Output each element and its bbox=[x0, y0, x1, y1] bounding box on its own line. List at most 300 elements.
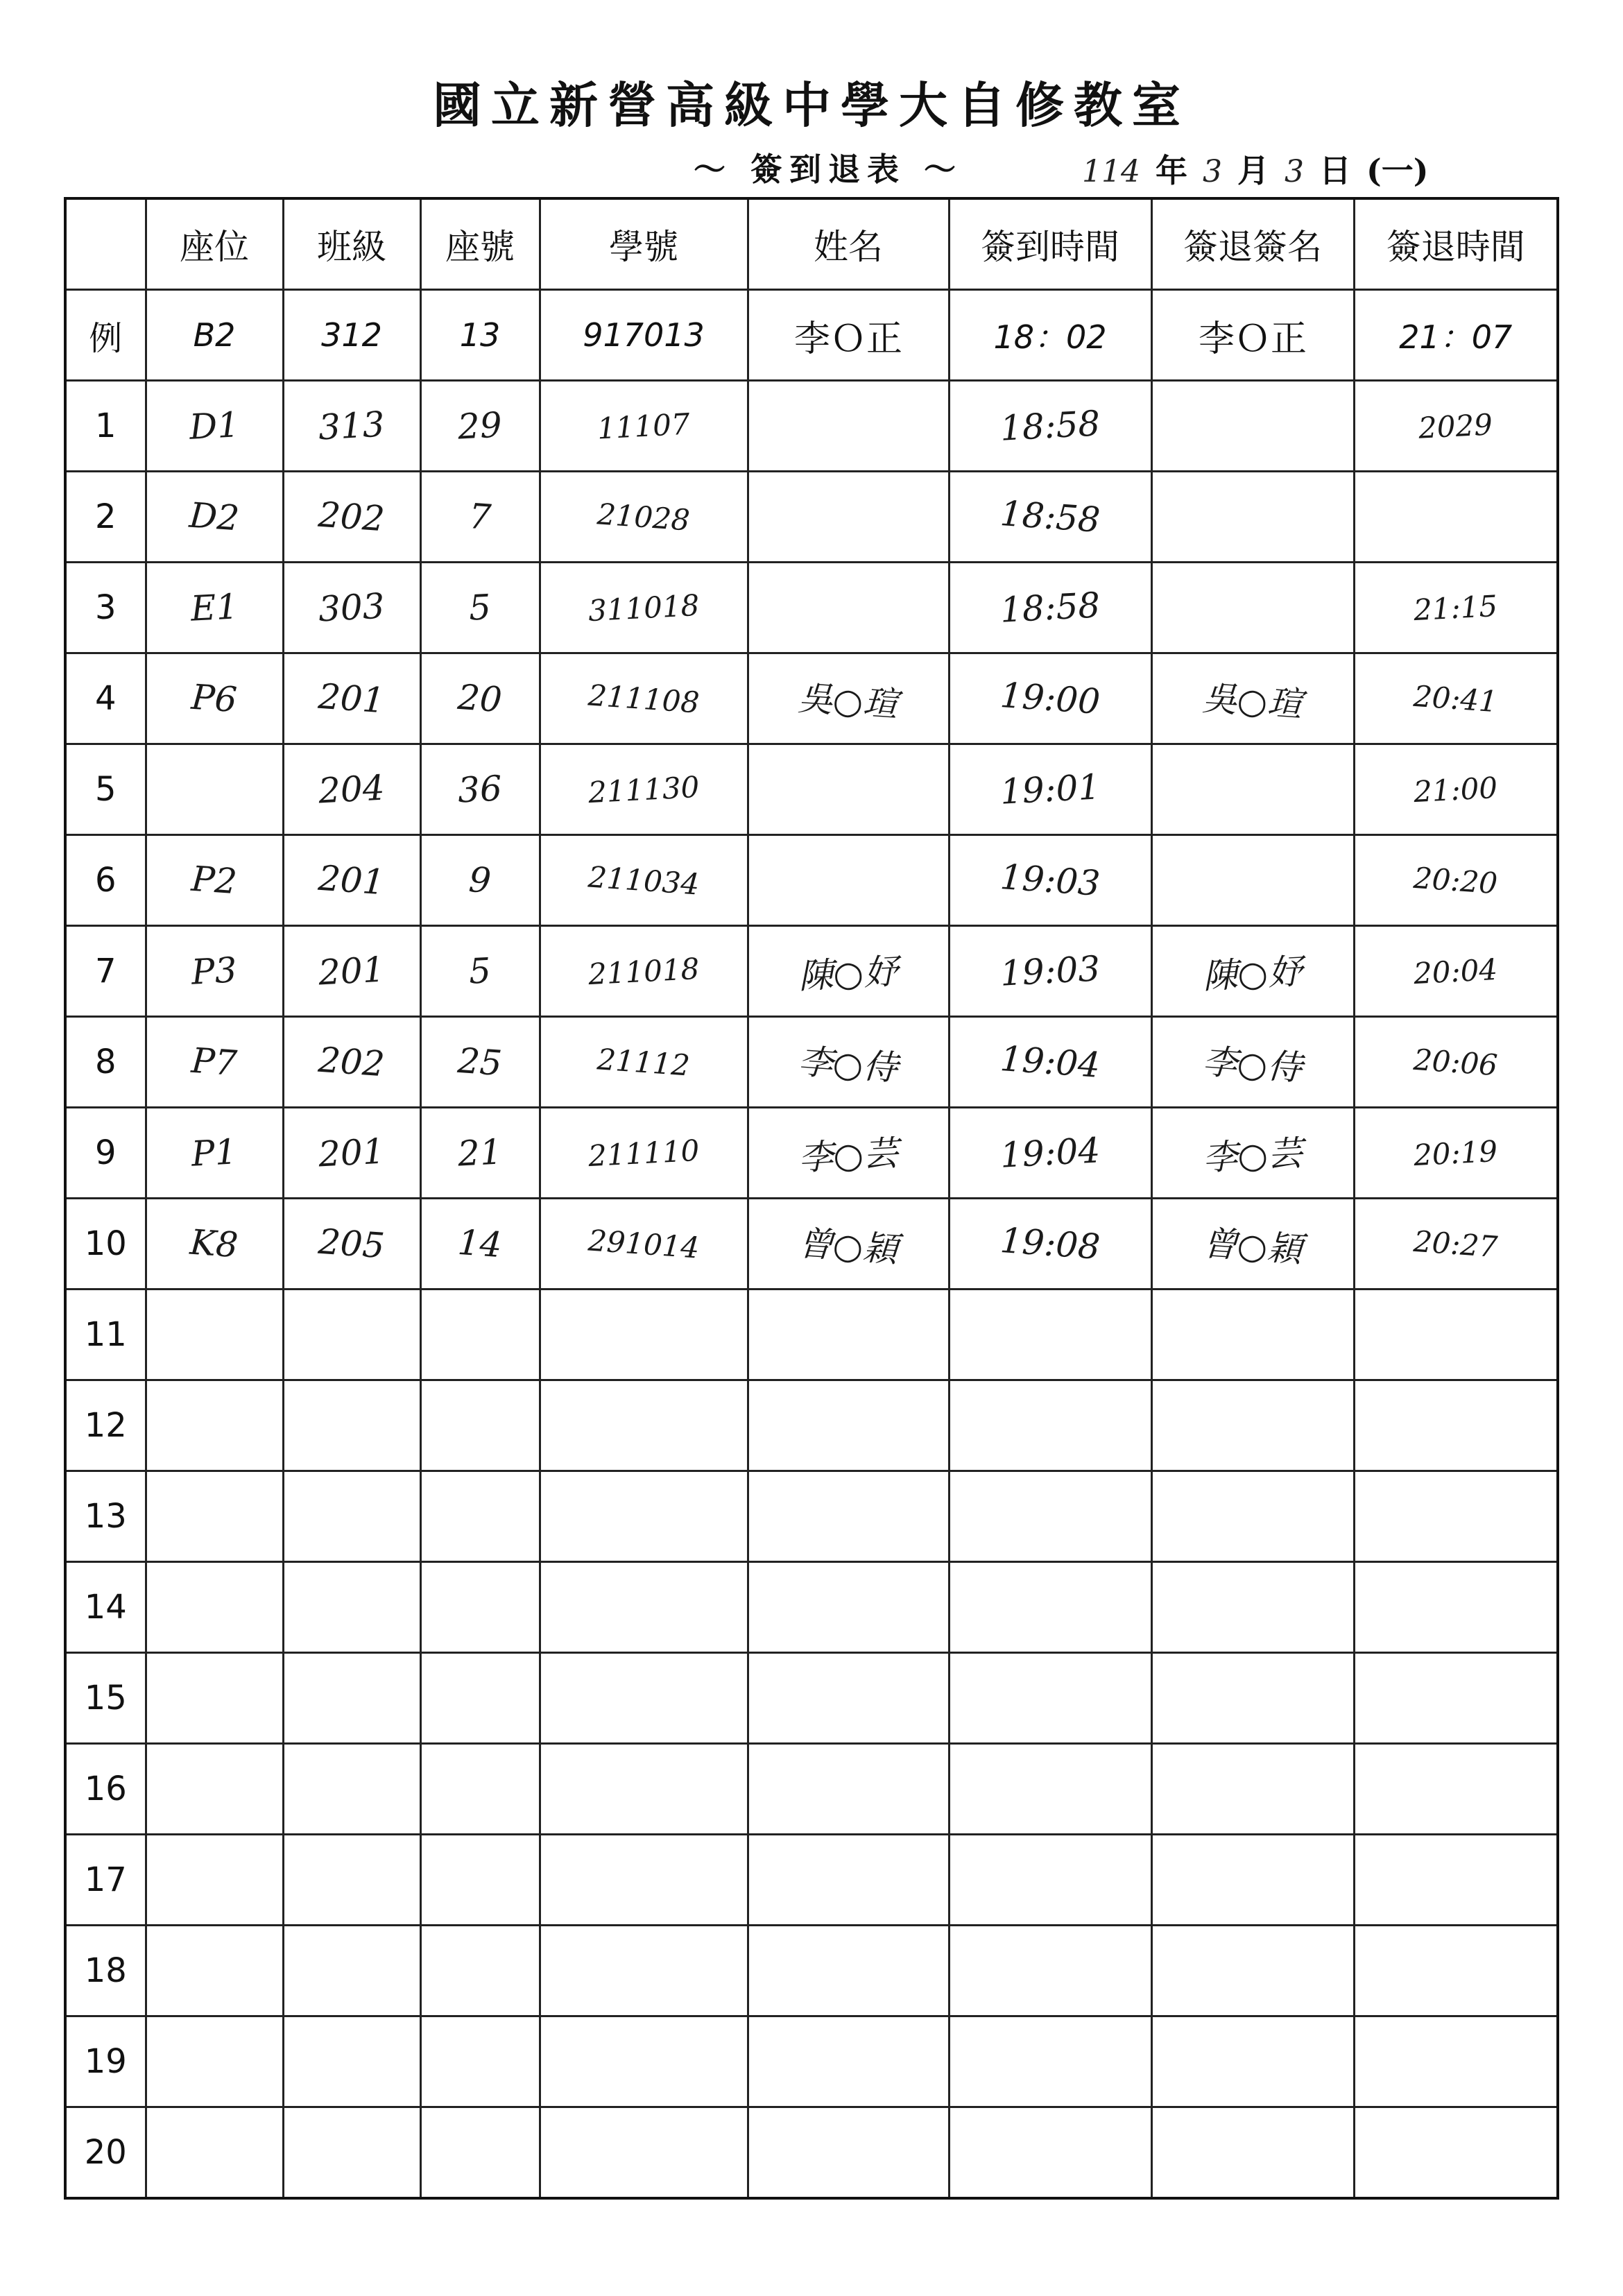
cell-class bbox=[283, 1199, 420, 1290]
table-row bbox=[65, 1199, 1558, 1290]
row-number: 10 bbox=[65, 1199, 146, 1290]
cell-class bbox=[283, 1290, 420, 1380]
handwritten-entry: 18:58 bbox=[999, 403, 1101, 449]
cell-student-id bbox=[540, 1471, 748, 1562]
cell-signout-signature bbox=[1151, 1290, 1354, 1380]
cell-signout-signature bbox=[1151, 563, 1354, 653]
table-row bbox=[65, 1108, 1558, 1199]
cell-signout-signature bbox=[1151, 744, 1354, 835]
example-signout-time: 21：07 bbox=[1354, 290, 1558, 381]
table-row bbox=[65, 1926, 1558, 2016]
handwritten-entry: 201 bbox=[317, 676, 386, 721]
cell-student-id bbox=[540, 744, 748, 835]
cell-name bbox=[748, 1562, 949, 1653]
cell-signin-time bbox=[949, 653, 1151, 744]
cell-signin-time bbox=[949, 1017, 1151, 1108]
table-row bbox=[65, 1653, 1558, 1744]
cell-signin-time bbox=[949, 1653, 1151, 1744]
row-number: 16 bbox=[65, 1744, 146, 1835]
cell-signout-signature bbox=[1151, 472, 1354, 563]
cell-seat-no bbox=[420, 563, 540, 653]
cell-signout-time bbox=[1354, 1744, 1558, 1835]
handwritten-entry: 5 bbox=[467, 587, 492, 628]
handwritten-entry: 20:27 bbox=[1412, 1224, 1499, 1264]
cell-signin-time bbox=[949, 381, 1151, 472]
cell-seat-no bbox=[420, 1290, 540, 1380]
cell-signout-time bbox=[1354, 472, 1558, 563]
table-row bbox=[65, 563, 1558, 653]
cell-class bbox=[283, 926, 420, 1017]
cell-class bbox=[283, 472, 420, 563]
cell-seat bbox=[146, 381, 283, 472]
cell-seat-no bbox=[420, 381, 540, 472]
table-row bbox=[65, 1835, 1558, 1926]
cell-class bbox=[283, 653, 420, 744]
handwritten-entry: 曾○穎 bbox=[1201, 1223, 1304, 1270]
row-number: 3 bbox=[65, 563, 146, 653]
cell-name bbox=[748, 1744, 949, 1835]
cell-signin-time bbox=[949, 1199, 1151, 1290]
cell-student-id bbox=[540, 1017, 748, 1108]
cell-seat bbox=[146, 1926, 283, 2016]
handwritten-entry: 19:08 bbox=[999, 1220, 1101, 1267]
cell-seat-no bbox=[420, 653, 540, 744]
handwritten-entry: 36 bbox=[456, 768, 504, 811]
example-signout-signature: 李Ｏ正 bbox=[1151, 290, 1354, 381]
cell-signout-signature bbox=[1151, 1835, 1354, 1926]
cell-signin-time bbox=[949, 472, 1151, 563]
row-number: 9 bbox=[65, 1108, 146, 1199]
cell-signout-time bbox=[1354, 926, 1558, 1017]
handwritten-entry: 陳○妤 bbox=[797, 951, 900, 997]
cell-student-id bbox=[540, 1290, 748, 1380]
cell-name bbox=[748, 653, 949, 744]
handwritten-entry: 211110 bbox=[587, 1133, 701, 1173]
handwritten-entry: P7 bbox=[190, 1040, 239, 1084]
row-number: 2 bbox=[65, 472, 146, 563]
cell-signin-time bbox=[949, 1835, 1151, 1926]
roster-body bbox=[65, 381, 1558, 2199]
table-row bbox=[65, 1290, 1558, 1380]
cell-signout-time bbox=[1354, 2107, 1558, 2199]
handwritten-entry: 19:03 bbox=[999, 857, 1101, 904]
handwritten-entry: 11107 bbox=[596, 406, 691, 445]
cell-seat-no bbox=[420, 1108, 540, 1199]
cell-seat-no bbox=[420, 1199, 540, 1290]
cell-signin-time bbox=[949, 1108, 1151, 1199]
example-class: 312 bbox=[283, 290, 420, 381]
cell-signout-signature bbox=[1151, 835, 1354, 926]
handwritten-entry: 19:04 bbox=[999, 1038, 1101, 1086]
cell-seat bbox=[146, 653, 283, 744]
handwritten-entry: 19:03 bbox=[999, 948, 1101, 994]
handwritten-entry: 21:15 bbox=[1413, 588, 1499, 627]
cell-class bbox=[283, 1562, 420, 1653]
cell-seat-no bbox=[420, 744, 540, 835]
cell-signout-time bbox=[1354, 1017, 1558, 1108]
handwritten-entry: 18:58 bbox=[999, 585, 1101, 631]
cell-seat bbox=[146, 1653, 283, 1744]
cell-signin-time bbox=[949, 1926, 1151, 2016]
table-row bbox=[65, 1562, 1558, 1653]
cell-seat bbox=[146, 1290, 283, 1380]
cell-seat bbox=[146, 1108, 283, 1199]
cell-seat-no bbox=[420, 835, 540, 926]
cell-student-id bbox=[540, 472, 748, 563]
cell-student-id bbox=[540, 1744, 748, 1835]
cell-name bbox=[748, 1290, 949, 1380]
cell-seat bbox=[146, 1199, 283, 1290]
cell-student-id bbox=[540, 1199, 748, 1290]
row-number: 4 bbox=[65, 653, 146, 744]
cell-signin-time bbox=[949, 563, 1151, 653]
cell-signin-time bbox=[949, 835, 1151, 926]
header-seat: 座位 bbox=[146, 198, 283, 290]
handwritten-entry: 21:00 bbox=[1413, 770, 1499, 809]
handwritten-entry: 20:20 bbox=[1412, 860, 1499, 900]
cell-seat bbox=[146, 1562, 283, 1653]
handwritten-entry: 14 bbox=[456, 1222, 504, 1266]
cell-signout-signature bbox=[1151, 1199, 1354, 1290]
cell-class bbox=[283, 2107, 420, 2199]
cell-signin-time bbox=[949, 1744, 1151, 1835]
table-row bbox=[65, 1380, 1558, 1471]
header-signin-time: 簽到時間 bbox=[949, 198, 1151, 290]
cell-class bbox=[283, 1471, 420, 1562]
cell-seat-no bbox=[420, 1926, 540, 2016]
row-number: 17 bbox=[65, 1835, 146, 1926]
row-number: 13 bbox=[65, 1471, 146, 1562]
row-number: 15 bbox=[65, 1653, 146, 1744]
handwritten-entry: K8 bbox=[189, 1222, 240, 1266]
row-number: 11 bbox=[65, 1290, 146, 1380]
cell-seat-no bbox=[420, 1471, 540, 1562]
handwritten-entry: 211034 bbox=[587, 859, 701, 902]
date-year-label: 年 bbox=[1155, 152, 1187, 189]
handwritten-entry: 李○侍 bbox=[797, 1041, 900, 1088]
handwritten-entry: 204 bbox=[317, 767, 386, 812]
cell-signin-time bbox=[949, 1380, 1151, 1471]
cell-student-id bbox=[540, 653, 748, 744]
cell-signout-signature bbox=[1151, 1562, 1354, 1653]
row-number: 20 bbox=[65, 2107, 146, 2199]
cell-class bbox=[283, 1835, 420, 1926]
cell-seat bbox=[146, 835, 283, 926]
header-class: 班級 bbox=[283, 198, 420, 290]
handwritten-entry: 19:01 bbox=[999, 766, 1101, 812]
row-number: 18 bbox=[65, 1926, 146, 2016]
cell-name bbox=[748, 1835, 949, 1926]
header-name: 姓名 bbox=[748, 198, 949, 290]
handwritten-entry: 21 bbox=[456, 1131, 504, 1174]
cell-signout-signature bbox=[1151, 1380, 1354, 1471]
cell-signout-time bbox=[1354, 1199, 1558, 1290]
cell-signout-signature bbox=[1151, 1653, 1354, 1744]
date-month-label: 月 bbox=[1237, 152, 1269, 189]
handwritten-entry: 5 bbox=[467, 950, 492, 992]
cell-seat bbox=[146, 1744, 283, 1835]
table-row bbox=[65, 653, 1558, 744]
cell-name bbox=[748, 835, 949, 926]
cell-signout-time bbox=[1354, 744, 1558, 835]
cell-class bbox=[283, 1017, 420, 1108]
handwritten-entry: 19:00 bbox=[999, 675, 1101, 722]
cell-class bbox=[283, 1926, 420, 2016]
cell-student-id bbox=[540, 1653, 748, 1744]
handwritten-entry: 205 bbox=[317, 1221, 386, 1267]
handwritten-entry: 29 bbox=[456, 404, 504, 447]
table-row bbox=[65, 2107, 1558, 2199]
handwritten-entry: 吳○瑄 bbox=[1201, 678, 1304, 725]
cell-signin-time bbox=[949, 2016, 1151, 2107]
cell-student-id bbox=[540, 835, 748, 926]
cell-seat-no bbox=[420, 2016, 540, 2107]
cell-class bbox=[283, 2016, 420, 2107]
example-seat: B2 bbox=[146, 290, 283, 381]
handwritten-entry: 202 bbox=[317, 1039, 386, 1085]
table-row bbox=[65, 835, 1558, 926]
page-title: 國立新營高級中學大自修教室 bbox=[433, 76, 1190, 134]
cell-seat-no bbox=[420, 1653, 540, 1744]
table-row bbox=[65, 2016, 1558, 2107]
cell-class bbox=[283, 744, 420, 835]
cell-seat-no bbox=[420, 926, 540, 1017]
cell-name bbox=[748, 1017, 949, 1108]
cell-class bbox=[283, 1108, 420, 1199]
handwritten-entry: 25 bbox=[456, 1040, 504, 1084]
cell-signin-time bbox=[949, 926, 1151, 1017]
cell-student-id bbox=[540, 1926, 748, 2016]
row-number: 7 bbox=[65, 926, 146, 1017]
header-seat-no: 座號 bbox=[420, 198, 540, 290]
cell-signout-signature bbox=[1151, 1744, 1354, 1835]
cell-student-id bbox=[540, 1562, 748, 1653]
cell-student-id bbox=[540, 1835, 748, 1926]
handwritten-entry: 201 bbox=[317, 1131, 386, 1175]
cell-name bbox=[748, 563, 949, 653]
cell-name bbox=[748, 472, 949, 563]
table-row bbox=[65, 926, 1558, 1017]
handwritten-entry: 陳○妤 bbox=[1201, 951, 1304, 997]
table-row bbox=[65, 472, 1558, 563]
cell-seat bbox=[146, 744, 283, 835]
row-number: 1 bbox=[65, 381, 146, 472]
cell-student-id bbox=[540, 2107, 748, 2199]
cell-signout-signature bbox=[1151, 2107, 1354, 2199]
cell-name bbox=[748, 2016, 949, 2107]
cell-name bbox=[748, 381, 949, 472]
header-index bbox=[65, 198, 146, 290]
cell-seat bbox=[146, 1835, 283, 1926]
cell-name bbox=[748, 1199, 949, 1290]
cell-signout-time bbox=[1354, 1471, 1558, 1562]
handwritten-entry: 9 bbox=[467, 859, 492, 902]
example-signin-time: 18：02 bbox=[949, 290, 1151, 381]
handwritten-entry: 202 bbox=[317, 494, 386, 540]
cell-signout-signature bbox=[1151, 2016, 1354, 2107]
cell-signout-signature bbox=[1151, 653, 1354, 744]
handwritten-entry: 211108 bbox=[587, 677, 701, 720]
cell-signout-signature bbox=[1151, 926, 1354, 1017]
handwritten-entry: 211130 bbox=[587, 769, 701, 809]
cell-seat bbox=[146, 2107, 283, 2199]
cell-signin-time bbox=[949, 2107, 1151, 2199]
cell-seat-no bbox=[420, 1017, 540, 1108]
cell-seat-no bbox=[420, 1380, 540, 1471]
cell-seat-no bbox=[420, 1835, 540, 1926]
cell-seat bbox=[146, 1017, 283, 1108]
handwritten-entry: P1 bbox=[190, 1131, 239, 1174]
example-seat-no: 13 bbox=[420, 290, 540, 381]
cell-signin-time bbox=[949, 1562, 1151, 1653]
cell-seat-no bbox=[420, 1744, 540, 1835]
header-student-id: 學號 bbox=[540, 198, 748, 290]
example-name: 李Ｏ正 bbox=[748, 290, 949, 381]
handwritten-entry: 20:41 bbox=[1412, 678, 1499, 719]
cell-name bbox=[748, 744, 949, 835]
cell-student-id bbox=[540, 563, 748, 653]
handwritten-entry: 211018 bbox=[587, 951, 701, 991]
cell-student-id bbox=[540, 1380, 748, 1471]
handwritten-entry: 21028 bbox=[596, 496, 692, 538]
handwritten-entry: 吳○瑄 bbox=[797, 678, 900, 725]
cell-name bbox=[748, 926, 949, 1017]
cell-student-id bbox=[540, 1108, 748, 1199]
table-row bbox=[65, 1471, 1558, 1562]
cell-seat-no bbox=[420, 2107, 540, 2199]
cell-signout-time bbox=[1354, 2016, 1558, 2107]
handwritten-entry: 李○芸 bbox=[1201, 1133, 1304, 1179]
table-row bbox=[65, 1017, 1558, 1108]
cell-student-id bbox=[540, 381, 748, 472]
handwritten-entry: 303 bbox=[317, 585, 386, 630]
date-month-value: 3 bbox=[1202, 154, 1222, 189]
cell-name bbox=[748, 1471, 949, 1562]
handwritten-entry: 曾○穎 bbox=[797, 1223, 900, 1270]
header-signout-time: 簽退時間 bbox=[1354, 198, 1558, 290]
handwritten-entry: 201 bbox=[317, 857, 386, 903]
cell-signin-time bbox=[949, 1290, 1151, 1380]
cell-class bbox=[283, 1380, 420, 1471]
cell-signout-time bbox=[1354, 563, 1558, 653]
handwritten-entry: 7 bbox=[467, 495, 492, 538]
cell-class bbox=[283, 381, 420, 472]
handwritten-entry: 李○芸 bbox=[797, 1133, 900, 1179]
handwritten-entry: 313 bbox=[317, 404, 386, 448]
cell-signout-time bbox=[1354, 381, 1558, 472]
cell-name bbox=[748, 2107, 949, 2199]
cell-signout-time bbox=[1354, 1290, 1558, 1380]
cell-name bbox=[748, 1380, 949, 1471]
handwritten-entry: 201 bbox=[317, 949, 386, 993]
date-line bbox=[1082, 146, 1429, 191]
cell-seat bbox=[146, 1380, 283, 1471]
cell-seat bbox=[146, 1471, 283, 1562]
cell-class bbox=[283, 563, 420, 653]
cell-seat bbox=[146, 2016, 283, 2107]
row-number: 5 bbox=[65, 744, 146, 835]
handwritten-entry: 20:06 bbox=[1412, 1042, 1499, 1082]
handwritten-entry: P2 bbox=[190, 858, 239, 902]
cell-class bbox=[283, 1653, 420, 1744]
handwritten-entry: 李○侍 bbox=[1201, 1041, 1304, 1088]
handwritten-entry: P6 bbox=[190, 676, 239, 721]
cell-student-id bbox=[540, 2016, 748, 2107]
cell-signout-time bbox=[1354, 1108, 1558, 1199]
handwritten-entry: 21112 bbox=[596, 1041, 692, 1083]
row-number: 12 bbox=[65, 1380, 146, 1471]
cell-name bbox=[748, 1653, 949, 1744]
cell-seat-no bbox=[420, 472, 540, 563]
handwritten-entry: 311018 bbox=[587, 588, 701, 628]
header-row bbox=[65, 198, 1558, 290]
table-row bbox=[65, 381, 1558, 472]
handwritten-entry: E1 bbox=[189, 586, 239, 629]
example-row bbox=[65, 290, 1558, 381]
signin-table bbox=[64, 197, 1559, 2200]
cell-seat bbox=[146, 926, 283, 1017]
cell-signout-time bbox=[1354, 1926, 1558, 2016]
cell-signout-signature bbox=[1151, 1471, 1354, 1562]
cell-signout-signature bbox=[1151, 1926, 1354, 2016]
cell-student-id bbox=[540, 926, 748, 1017]
table-row bbox=[65, 744, 1558, 835]
date-weekday: (一) bbox=[1366, 152, 1429, 189]
example-label: 例 bbox=[65, 290, 146, 381]
handwritten-entry: 19:04 bbox=[999, 1130, 1101, 1176]
cell-signout-time bbox=[1354, 653, 1558, 744]
cell-signout-time bbox=[1354, 1653, 1558, 1744]
cell-signout-signature bbox=[1151, 1108, 1354, 1199]
row-number: 8 bbox=[65, 1017, 146, 1108]
cell-seat bbox=[146, 472, 283, 563]
cell-signout-time bbox=[1354, 835, 1558, 926]
form-subtitle: ～ 簽到退表 ～ bbox=[694, 151, 963, 188]
handwritten-entry: 20:19 bbox=[1413, 1133, 1499, 1172]
cell-signout-time bbox=[1354, 1835, 1558, 1926]
cell-name bbox=[748, 1926, 949, 2016]
handwritten-entry: D1 bbox=[188, 404, 241, 447]
date-day-label: 日 bbox=[1319, 152, 1351, 189]
cell-signin-time bbox=[949, 1471, 1151, 1562]
cell-seat bbox=[146, 563, 283, 653]
row-number: 6 bbox=[65, 835, 146, 926]
cell-class bbox=[283, 1744, 420, 1835]
date-year-value: 114 bbox=[1082, 154, 1140, 189]
cell-seat-no bbox=[420, 1562, 540, 1653]
cell-signout-signature bbox=[1151, 1017, 1354, 1108]
cell-signout-signature bbox=[1151, 381, 1354, 472]
handwritten-entry: 291014 bbox=[587, 1222, 701, 1265]
cell-class bbox=[283, 835, 420, 926]
example-student-id: 917013 bbox=[540, 290, 748, 381]
cell-signout-time bbox=[1354, 1562, 1558, 1653]
cell-signout-time bbox=[1354, 1380, 1558, 1471]
handwritten-entry: P3 bbox=[190, 950, 239, 993]
cell-name bbox=[748, 1108, 949, 1199]
handwritten-entry: 2029 bbox=[1418, 406, 1494, 445]
handwritten-entry: 18:58 bbox=[999, 493, 1101, 540]
handwritten-entry: 20:04 bbox=[1413, 952, 1499, 991]
cell-signin-time bbox=[949, 744, 1151, 835]
table-row bbox=[65, 1744, 1558, 1835]
handwritten-entry: 20 bbox=[456, 676, 504, 721]
date-day-value: 3 bbox=[1284, 154, 1304, 189]
row-number: 14 bbox=[65, 1562, 146, 1653]
row-number: 19 bbox=[65, 2016, 146, 2107]
handwritten-entry: D2 bbox=[188, 495, 241, 539]
header-signout-signature: 簽退簽名 bbox=[1151, 198, 1354, 290]
